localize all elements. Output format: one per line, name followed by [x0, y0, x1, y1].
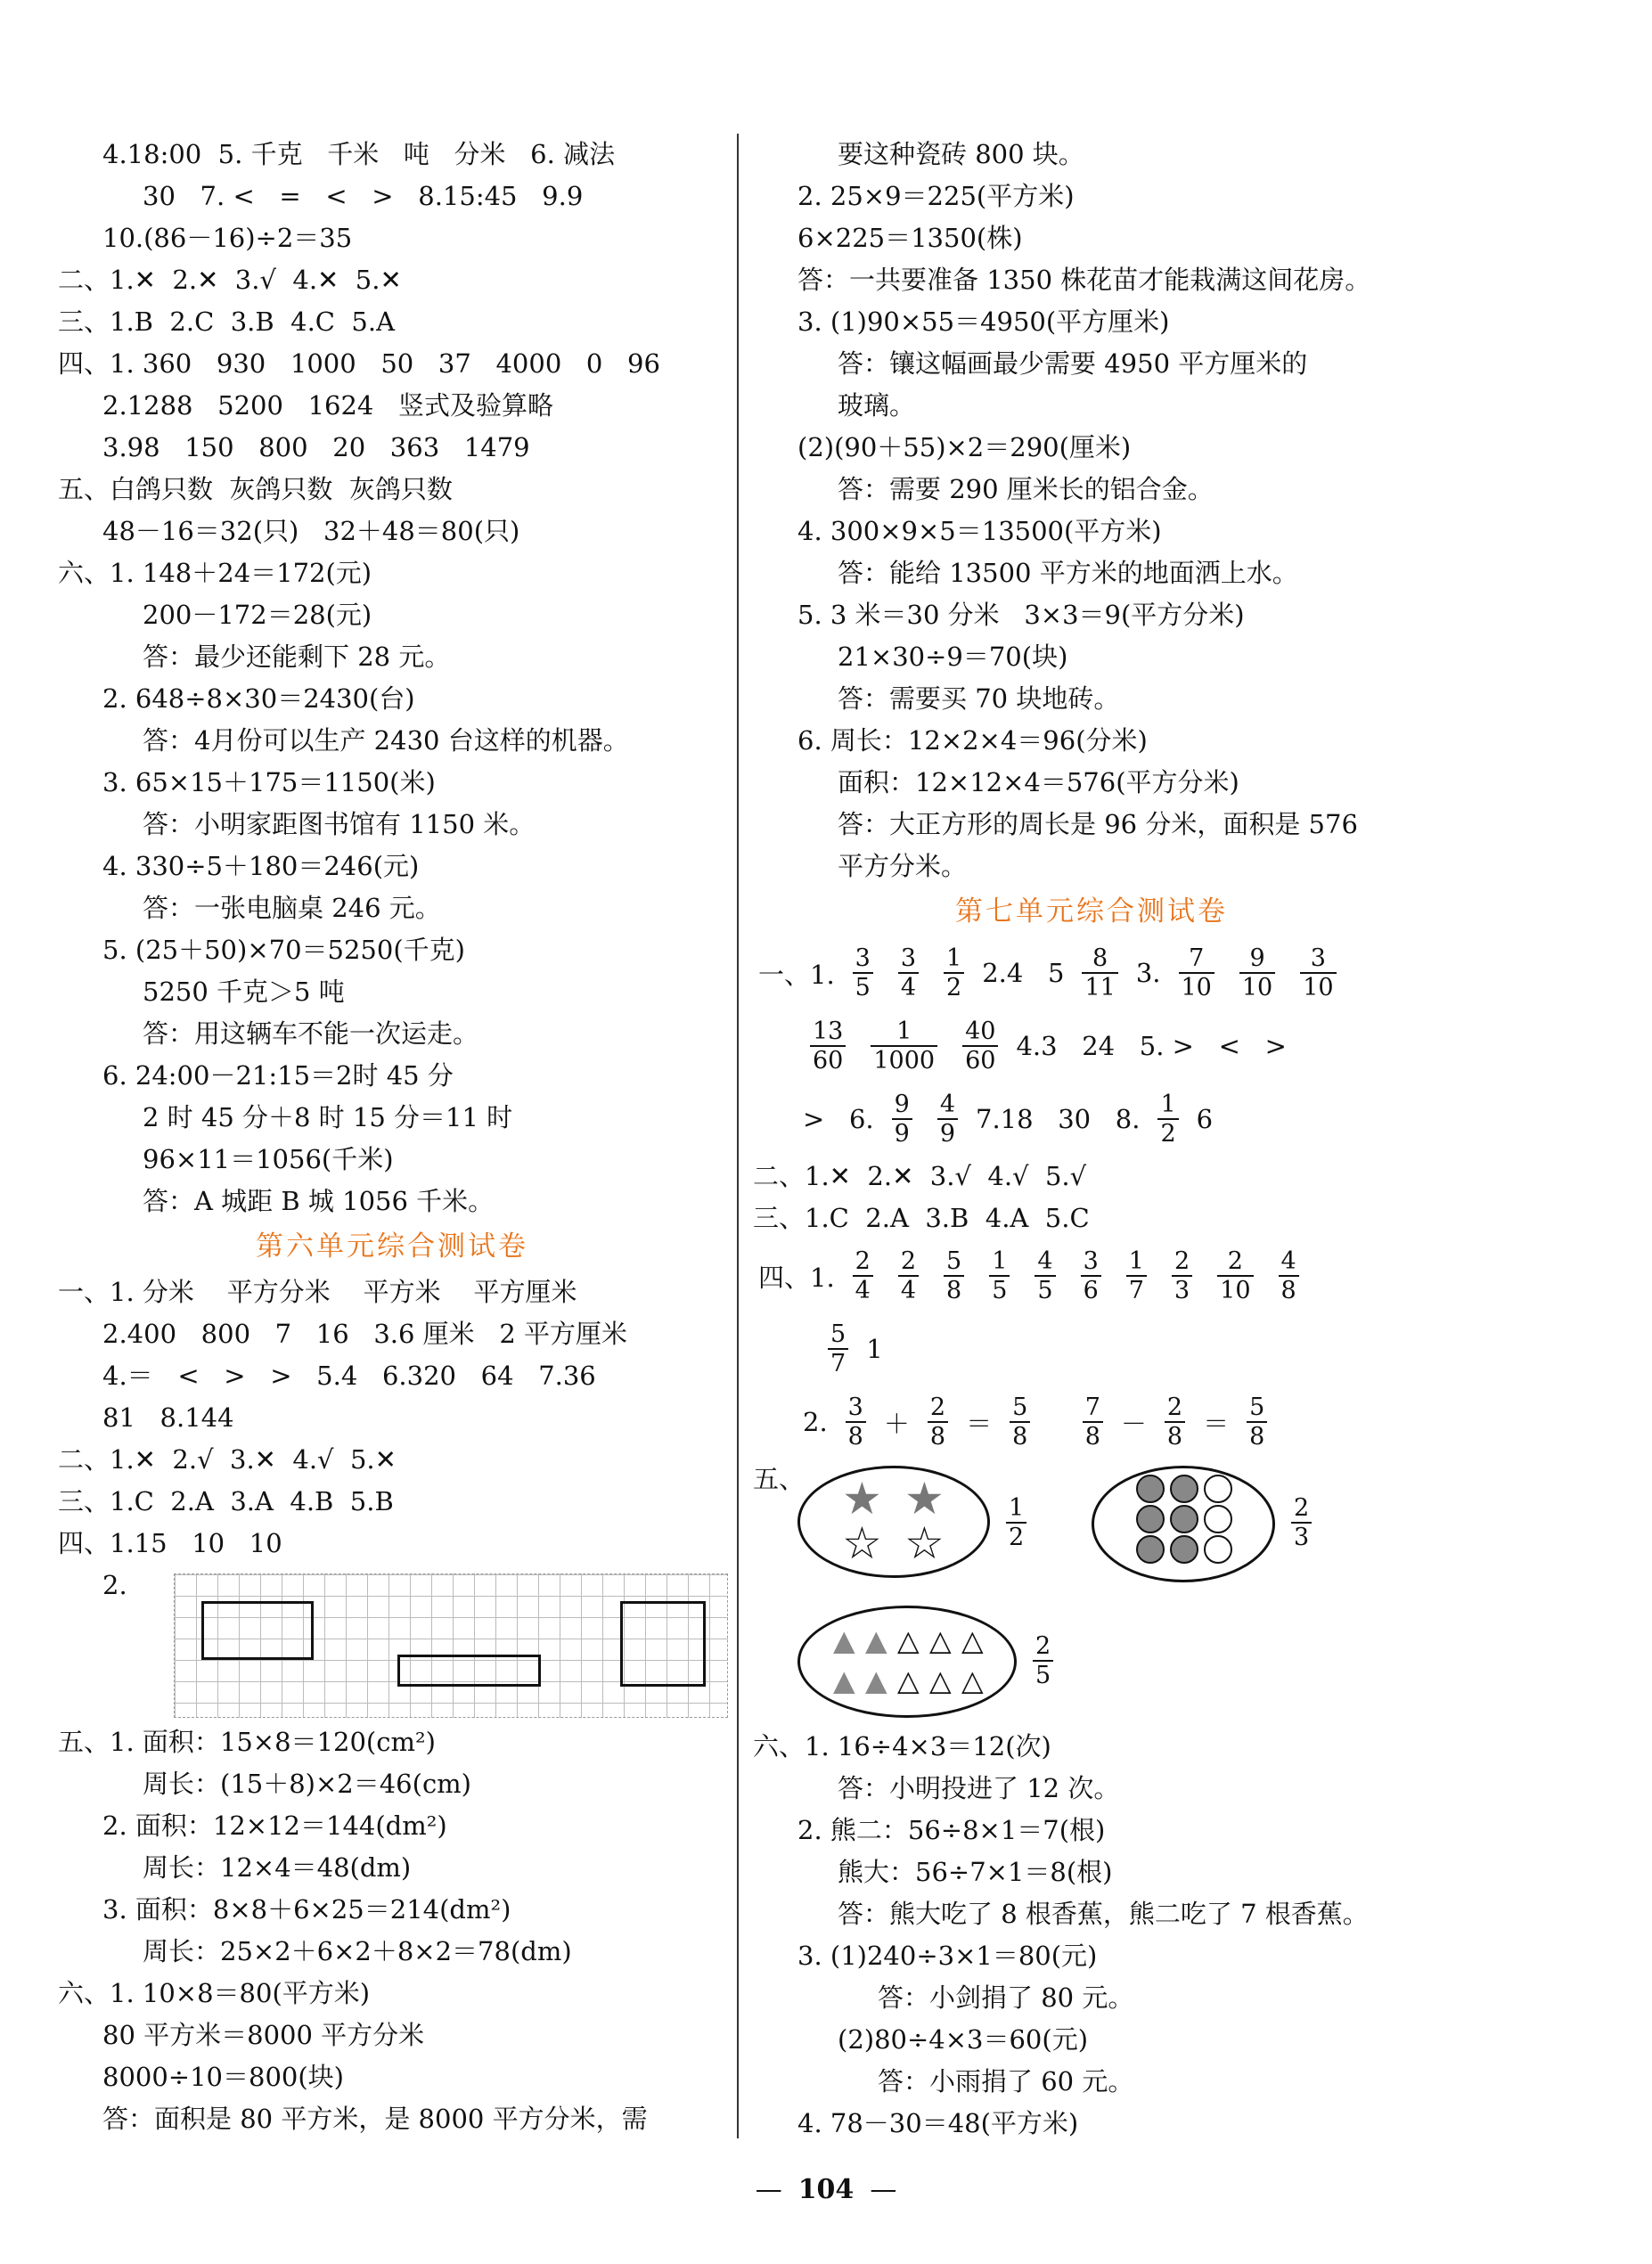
answer-line: 六、1. 148＋24＝172(元): [58, 558, 372, 588]
circles-fraction: [1279, 1494, 1324, 1551]
answer-line: 2.400 800 7 16 3.6 厘米 2 平方厘米: [102, 1319, 628, 1349]
numerator: 1: [1126, 1247, 1147, 1277]
denominator: 9: [939, 1120, 955, 1148]
filled-circle-icon: [1170, 1505, 1198, 1533]
answer-line: 2. 648÷8×30＝2430(台): [102, 683, 415, 714]
answer-line: 30 7. < = < > 8.15:45 9.9: [143, 181, 584, 211]
inline-text: 7.18 30 8.: [976, 1104, 1141, 1134]
denominator: 10: [1181, 974, 1212, 1001]
answer-line: 4.＝ < > > 5.4 6.320 64 7.36: [102, 1361, 596, 1391]
inline-text: －: [1120, 1408, 1147, 1439]
empty-triangle-icon: △: [961, 1623, 984, 1657]
fraction: [828, 1320, 848, 1377]
answer-line: 5250 千克＞5 吨: [143, 977, 345, 1007]
denominator: 9: [894, 1120, 910, 1148]
answer-line: 要这种瓷砖 800 块。: [838, 139, 1084, 169]
empty-triangle-icon: △: [897, 1663, 920, 1697]
fraction: [1006, 1494, 1026, 1551]
grid-figure-wrapper: [58, 1565, 726, 1721]
square-shape: [620, 1601, 706, 1687]
answer-line: 熊大：56÷7×1＝8(根): [838, 1857, 1113, 1887]
fraction: [944, 944, 964, 1001]
numerator: 8: [1082, 944, 1117, 974]
right-answers-block: [753, 134, 1430, 887]
fraction-row: [753, 1312, 1430, 1385]
answer-line: 五、白鸽只数 灰鸽只数 灰鸽只数: [58, 474, 453, 504]
denominator: 5: [855, 974, 871, 1001]
denominator: 2: [946, 974, 962, 1001]
fraction: [1010, 1394, 1030, 1451]
fraction: [1126, 1247, 1147, 1304]
rectangle-shape: [201, 1601, 314, 1660]
numerator: 7: [1179, 944, 1214, 974]
fraction-row: [753, 1083, 1430, 1156]
answer-line: 10.(86－16)÷2＝35: [102, 223, 353, 253]
fraction: [853, 944, 873, 1001]
fraction-row: [753, 1009, 1430, 1083]
unit7-fraction-rows: [753, 936, 1430, 1156]
answer-line: 3. (1)90×55＝4950(平方厘米): [797, 306, 1170, 337]
numerator: 3: [846, 1394, 866, 1423]
filled-star-icon: ★: [904, 1473, 945, 1524]
denominator: 10: [1220, 1277, 1251, 1304]
fraction: [944, 1247, 964, 1304]
column-divider: [737, 134, 739, 2138]
inline-text: 2.: [803, 1407, 828, 1437]
answer-line: 4. 78－30＝48(平方米): [797, 2108, 1079, 2138]
denominator: 3: [1294, 1524, 1310, 1551]
footer-dash: —: [755, 2174, 782, 2205]
empty-triangle-icon: △: [929, 1663, 952, 1697]
answer-line: 平方分米。: [838, 851, 968, 881]
denominator: 4: [855, 1277, 871, 1304]
answer-line: 二、1.✕ 2.✕ 3.√ 4.√ 5.√: [753, 1161, 1087, 1191]
answer-line: 答：需要 290 厘米长的铝合金。: [838, 474, 1214, 504]
answer-line: 周长：(15＋8)×2＝46(cm): [143, 1769, 471, 1799]
numerator: 4: [1035, 1247, 1055, 1277]
left-column: [58, 134, 726, 2140]
fraction: [1300, 944, 1336, 1001]
numerator: 2: [853, 1247, 873, 1277]
numerator: 13: [810, 1018, 846, 1047]
fraction: [937, 1091, 958, 1148]
answer-line: 答：面积是 80 平方米，是 8000 平方分米，需: [102, 2104, 648, 2134]
denominator: 5: [1037, 1277, 1053, 1304]
answer-line: 三、1.C 2.A 3.A 4.B 5.B: [58, 1486, 394, 1516]
answer-line: 答：一共要准备 1350 株花苗才能栽满这间花房。: [797, 265, 1371, 295]
fraction: [810, 1018, 846, 1075]
denominator: 8: [946, 1277, 962, 1304]
answer-line: 六、1. 10×8＝80(平方米): [58, 1978, 371, 2008]
answer-line: 6×225＝1350(株): [797, 223, 1023, 253]
inline-text: 2.4 5: [982, 958, 1065, 988]
fraction: [1239, 944, 1275, 1001]
fraction: [1279, 1247, 1299, 1304]
answer-line: 答：镶这幅画最少需要 4950 平方厘米的: [838, 348, 1308, 379]
unit6-answers-part2: [58, 1721, 726, 2140]
fraction: [1035, 1247, 1055, 1304]
unit7-answers-part2: [753, 1726, 1430, 2145]
denominator: 4: [900, 974, 917, 1001]
answer-line: 3.98 150 800 20 363 1479: [102, 432, 530, 462]
answer-line: 答：用这辆车不能一次运走。: [143, 1018, 479, 1049]
filled-circle-icon: [1136, 1505, 1165, 1533]
answer-line: 8000÷10＝800(块): [102, 2062, 344, 2092]
numerator: 1: [1157, 1091, 1178, 1120]
fraction: [898, 944, 919, 1001]
answer-line: 答：小明家距图书馆有 1150 米。: [143, 809, 536, 839]
fraction-row: [753, 1239, 1430, 1312]
answer-line: 答：能给 13500 平方米的地面洒上水。: [838, 558, 1298, 588]
fraction: [1179, 944, 1214, 1001]
denominator: 6: [1083, 1277, 1099, 1304]
inline-text: 4.3 24 5. > < >: [1016, 1031, 1287, 1061]
numerator: 1: [989, 1247, 1010, 1277]
answer-line: 三、1.C 2.A 3.B 4.A 5.C: [753, 1203, 1090, 1233]
empty-star-icon: ☆: [842, 1517, 882, 1569]
answer-line: 周长：25×2＋6×2＋8×2＝78(dm): [143, 1936, 572, 1966]
fraction-sets-figure: [753, 1459, 1430, 1726]
filled-star-icon: ★: [842, 1473, 882, 1524]
inline-text: ＋: [883, 1408, 910, 1439]
answer-line: 周长：12×4＝48(dm): [143, 1852, 412, 1883]
denominator: 8: [1249, 1423, 1265, 1451]
answer-line: 80 平方米＝8000 平方分米: [102, 2020, 425, 2050]
fraction: [1291, 1494, 1312, 1551]
unit7-answers-part1: [753, 1156, 1430, 1239]
denominator: 2: [1160, 1120, 1176, 1148]
inline-text: > 6.: [803, 1104, 874, 1134]
denominator: 11: [1084, 974, 1116, 1001]
fraction: [989, 1247, 1010, 1304]
answer-line: 200－172＝28(元): [143, 600, 372, 630]
fraction: [1033, 1632, 1053, 1689]
denominator: 8: [1084, 1423, 1100, 1451]
answer-line: 二、1.✕ 2.✕ 3.√ 4.✕ 5.✕: [58, 265, 402, 295]
inline-text: 6: [1196, 1104, 1214, 1134]
fraction: [846, 1394, 866, 1451]
empty-circle-icon: [1204, 1475, 1232, 1503]
unit7-fraction-rows-2: [753, 1239, 1430, 1459]
inline-text: 一、1.: [758, 959, 835, 990]
numerator: 2: [1291, 1494, 1312, 1524]
answer-line: 五、1. 面积：15×8＝120(cm²): [58, 1727, 436, 1757]
denominator: 5: [1035, 1662, 1051, 1689]
empty-triangle-icon: △: [897, 1623, 920, 1657]
answer-line: 答：最少还能剩下 28 元。: [143, 642, 451, 672]
fraction: [1165, 1394, 1185, 1451]
numerator: 5: [828, 1320, 848, 1350]
left-answers-block: [58, 134, 726, 1222]
inline-text: 1: [866, 1334, 883, 1364]
denominator: 8: [1012, 1423, 1028, 1451]
denominator: 3: [1174, 1277, 1190, 1304]
denominator: 8: [929, 1423, 946, 1451]
numerator: 7: [1083, 1394, 1103, 1423]
answer-line: 四、1. 360 930 1000 50 37 4000 0 96: [58, 348, 660, 379]
answer-line: 答：大正方形的周长是 96 分米，面积是 576: [838, 809, 1358, 839]
answer-line: 六、1. 16÷4×3＝12(次): [753, 1731, 1051, 1761]
answer-line: 二、1.✕ 2.√ 3.✕ 4.√ 5.✕: [58, 1444, 397, 1475]
rectangle-shape: [397, 1655, 541, 1687]
fraction: [962, 1018, 998, 1075]
filled-triangle-icon: ▲: [833, 1663, 855, 1697]
answer-line: 5. (25＋50)×70＝5250(千克): [102, 935, 465, 965]
numerator: 5: [1010, 1394, 1030, 1423]
inline-text: ＝: [966, 1408, 993, 1439]
numerator: 3: [1300, 944, 1336, 974]
right-column: [753, 134, 1430, 2145]
filled-triangle-icon: ▲: [865, 1663, 887, 1697]
fraction-row: [753, 936, 1430, 1009]
answer-line: 2.1288 5200 1624 竖式及验算略: [102, 390, 554, 421]
empty-circle-icon: [1204, 1505, 1232, 1533]
answer-line: 2. 面积：12×12＝144(dm²): [102, 1810, 447, 1841]
denominator: 60: [965, 1047, 996, 1075]
empty-triangle-icon: △: [961, 1663, 984, 1697]
footer-dash: —: [870, 2174, 897, 2205]
answer-line: 答：小雨捐了 60 元。: [878, 2066, 1134, 2096]
numerator: 9: [892, 1091, 912, 1120]
denominator: 8: [847, 1423, 863, 1451]
answer-line: 三、1.B 2.C 3.B 4.C 5.A: [58, 306, 396, 337]
answer-line: 答：小剑捐了 80 元。: [878, 1982, 1134, 2013]
answer-line: 6. 24:00－21:15＝2时 45 分: [102, 1060, 454, 1091]
unit6-answers-part1: [58, 1271, 726, 1565]
triangles-fraction: [1020, 1632, 1066, 1689]
numerator: 3: [1081, 1247, 1101, 1277]
denominator: 5: [992, 1277, 1008, 1304]
filled-circle-icon: [1136, 1535, 1165, 1564]
numerator: 4: [937, 1091, 958, 1120]
fraction: [1247, 1394, 1267, 1451]
answer-line: 48－16＝32(只) 32＋48＝80(只): [102, 516, 520, 546]
answer-line: 一、1. 分米 平方分米 平方米 平方厘米: [58, 1277, 577, 1307]
answer-line: 81 8.144: [102, 1402, 234, 1433]
answer-line: 答：A 城距 B 城 1056 千米。: [143, 1186, 495, 1216]
numerator: 1: [1006, 1494, 1026, 1524]
answer-line: 面积：12×12×4＝576(平方分米): [838, 767, 1239, 797]
fraction: [853, 1247, 873, 1304]
answer-line: 答：熊大吃了 8 根香蕉，熊二吃了 7 根香蕉。: [838, 1899, 1369, 1929]
triangles-oval: [797, 1606, 1017, 1718]
denominator: 7: [830, 1350, 846, 1377]
answer-line: 4.18:00 5. 千克 千米 吨 分米 6. 减法: [102, 139, 616, 169]
numerator: 5: [944, 1247, 964, 1277]
numerator: 40: [962, 1018, 998, 1047]
filled-circle-icon: [1136, 1475, 1165, 1503]
denominator: 1000: [873, 1047, 936, 1075]
denominator: 8: [1280, 1277, 1296, 1304]
fraction: [1172, 1247, 1192, 1304]
answer-line: 2. 25×9＝225(平方米): [797, 181, 1075, 211]
empty-circle-icon: [1204, 1535, 1232, 1564]
numerator: 3: [853, 944, 873, 974]
answer-line: 5. 3 米＝30 分米 3×3＝9(平方分米): [797, 600, 1245, 630]
numerator: 1: [871, 1018, 937, 1047]
fraction: [1082, 944, 1117, 1001]
answer-line: 玻璃。: [838, 390, 916, 421]
page-number: 104: [797, 2174, 855, 2205]
fraction: [1217, 1247, 1253, 1304]
answer-line: 96×11＝1056(千米): [143, 1144, 394, 1174]
inline-text: ＝: [1203, 1408, 1230, 1439]
answer-line: 4. 330÷5＋180＝246(元): [102, 851, 420, 881]
inline-text: 3.: [1135, 958, 1161, 988]
rectangle-grid-figure: [174, 1573, 728, 1718]
numerator: 3: [898, 944, 919, 974]
numerator: 2: [1172, 1247, 1192, 1277]
numerator: 2: [928, 1394, 948, 1423]
grid-figure-label: 2.: [102, 1570, 127, 1600]
unit6-heading: 第六单元综合测试卷: [256, 1230, 528, 1263]
numerator: 2: [898, 1247, 919, 1277]
answer-line: 6. 周长：12×2×4＝96(分米): [797, 725, 1148, 756]
denominator: 10: [1303, 974, 1334, 1001]
answer-line: 答：需要买 70 块地砖。: [838, 683, 1120, 714]
answer-line: 四、1.15 10 10: [58, 1528, 282, 1558]
page-footer: [0, 2174, 1652, 2205]
answer-line: 答：一张电脑桌 246 元。: [143, 893, 441, 923]
numerator: 5: [1247, 1394, 1267, 1423]
numerator: 9: [1239, 944, 1275, 974]
answer-line: 3. 面积：8×8＋6×25＝214(dm²): [102, 1894, 511, 1925]
answer-line: 2. 熊二：56÷8×1＝7(根): [797, 1815, 1106, 1845]
empty-triangle-icon: △: [929, 1623, 952, 1657]
fraction: [898, 1247, 919, 1304]
fraction: [1157, 1091, 1178, 1148]
empty-star-icon: ☆: [904, 1517, 945, 1569]
filled-triangle-icon: ▲: [865, 1623, 887, 1657]
answer-line: 21×30÷9＝70(块): [838, 642, 1068, 672]
inline-text: [1048, 1407, 1064, 1437]
filled-circle-icon: [1170, 1475, 1198, 1503]
answer-line: 3. 65×15＋175＝1150(米): [102, 767, 436, 797]
answer-line: (2)80÷4×3＝60(元): [838, 2024, 1089, 2055]
fraction: [871, 1018, 937, 1075]
filled-circle-icon: [1170, 1535, 1198, 1564]
fraction: [1081, 1247, 1101, 1304]
unit7-heading: 第七单元综合测试卷: [955, 895, 1228, 928]
denominator: 10: [1241, 974, 1273, 1001]
answer-line: 答：4月份可以生产 2430 台这样的机器。: [143, 725, 629, 756]
numerator: 4: [1279, 1247, 1299, 1277]
fraction: [892, 1091, 912, 1148]
answer-line: 3. (1)240÷3×1＝80(元): [797, 1941, 1098, 1971]
fraction: [1083, 1394, 1103, 1451]
answer-line: (2)(90＋55)×2＝290(厘米): [797, 432, 1132, 462]
answer-line: 4. 300×9×5＝13500(平方米): [797, 516, 1162, 546]
answer-line: 2 时 45 分＋8 时 15 分＝11 时: [143, 1102, 513, 1132]
denominator: 60: [813, 1047, 844, 1075]
denominator: 4: [900, 1277, 917, 1304]
denominator: 7: [1128, 1277, 1144, 1304]
section-five-label: 五、: [753, 1464, 806, 1494]
numerator: 2: [1217, 1247, 1253, 1277]
answer-line: 答：小明投进了 12 次。: [838, 1773, 1120, 1803]
numerator: 2: [1033, 1632, 1053, 1662]
filled-triangle-icon: ▲: [833, 1623, 855, 1657]
stars-oval: [797, 1466, 990, 1578]
fraction: [928, 1394, 948, 1451]
numerator: 2: [1165, 1394, 1185, 1423]
denominator: 2: [1009, 1524, 1025, 1551]
inline-text: 四、1.: [758, 1262, 835, 1293]
denominator: 8: [1166, 1423, 1183, 1451]
fraction-row: [753, 1385, 1430, 1459]
stars-fraction: [994, 1494, 1039, 1551]
numerator: 1: [944, 944, 964, 974]
